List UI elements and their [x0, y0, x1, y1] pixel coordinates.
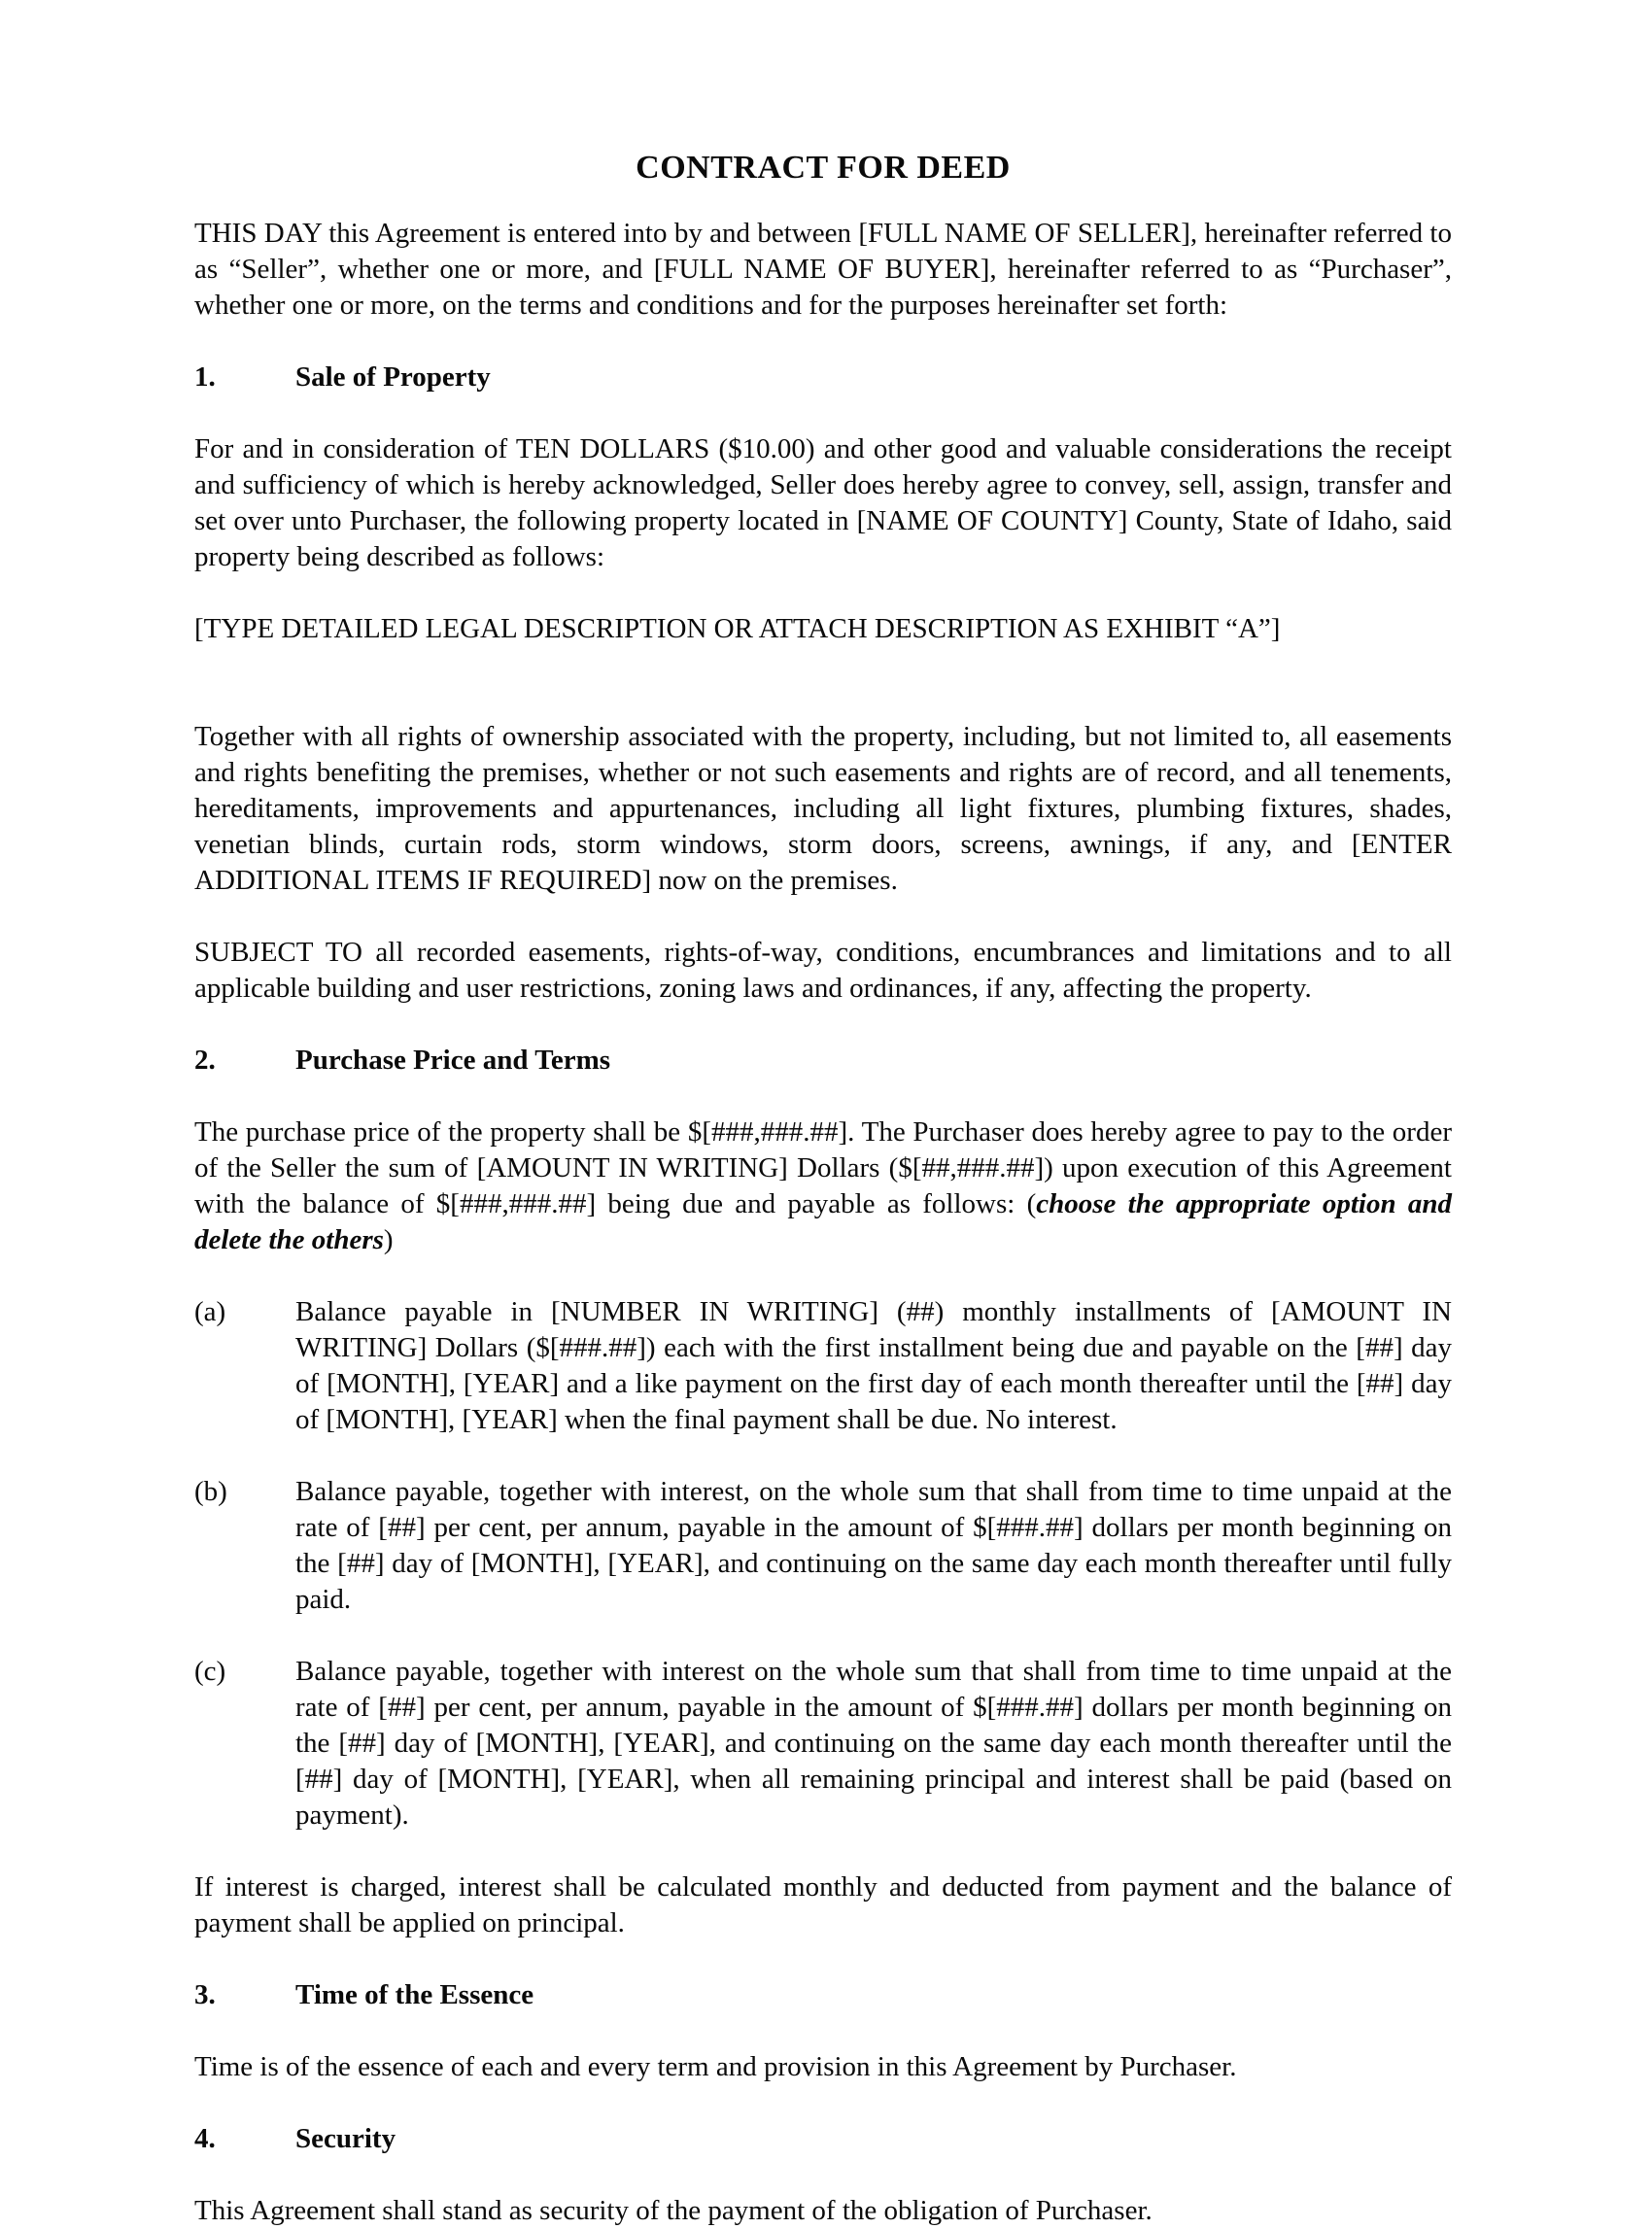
payment-option-c	[194, 1654, 1452, 1834]
purchase-price-text-end: )	[383, 1224, 394, 1255]
payment-option-b	[194, 1474, 1452, 1618]
section-4-number: 4.	[194, 2123, 216, 2154]
payment-option-b-label: (b)	[194, 1476, 227, 1507]
payment-option-c-text: Balance payable, together with interest on the whole sum that shall from time to time unpaid at the rate of [##] per cent, per annum, payable in the amount of $[###.##] dollars per month beginning on the [##] day of [MONTH], [YEAR], and continuing on the same day each month thereafter until the [##] day of [MONTH], [YEAR], when all remaining principal and interest shall be paid (based on payment).	[295, 1656, 1452, 1831]
payment-option-a-label: (a)	[194, 1296, 226, 1327]
legal-description-placeholder: [TYPE DETAILED LEGAL DESCRIPTION OR ATTACH DESCRIPTION AS EXHIBIT “A”]	[194, 613, 1281, 644]
section-4-title: Security	[295, 2123, 396, 2154]
section-1-number: 1.	[194, 361, 216, 393]
section-3-title: Time of the Essence	[295, 1979, 534, 2010]
section-1-consideration-paragraph: For and in consideration of TEN DOLLARS ($10.00) and other good and valuable considerations the receipt and sufficiency of which is hereby acknowledged, Seller does hereby agree to convey, sell, assign, transfer and set over unto Purchaser, the following property located in [NAME OF COUNTY] County, State of Idaho, said property being described as follows:	[194, 433, 1452, 572]
section-1-title: Sale of Property	[295, 361, 491, 393]
section-3-number: 3.	[194, 1979, 216, 2010]
payment-option-a-text: Balance payable in [NUMBER IN WRITING] (##) monthly installments of [AMOUNT IN WRITING] Dollars ($[###.##]) each with the first installment being due and payable on the [##] day of [MONTH], [YEAR] and a like payment on the first day of each month thereafter until the [##] day of [MONTH], [YEAR] when the final payment shall be due. No interest.	[295, 1296, 1452, 1435]
section-4-heading	[194, 2121, 1452, 2157]
payment-option-b-text: Balance payable, together with interest, on the whole sum that shall from time to time unpaid at the rate of [##] per cent, per annum, payable in the amount of $[###.##] dollars per month beginning on the [##] day of [MONTH], [YEAR], and continuing on the same day each month thereafter until fully paid.	[295, 1476, 1452, 1615]
purchase-price-text: The purchase price of the property shall be $[###,###.##]. The Purchaser does hereby agree to pay to the order of the Seller the sum of [AMOUNT IN WRITING] Dollars ($[##,###.##]) upon execution of this Agreement with the balance of $[###,###.##] being due and payable as follows: (	[194, 1116, 1452, 1219]
section-1-heading	[194, 360, 1452, 395]
time-of-essence-paragraph: Time is of the essence of each and every term and provision in this Agreement by Purchaser.	[194, 2051, 1237, 2082]
security-paragraph: This Agreement shall stand as security of the payment of the obligation of Purchaser.	[194, 2195, 1153, 2226]
purchase-price-paragraph	[194, 1114, 1452, 1258]
section-2-heading	[194, 1043, 1452, 1079]
section-3-heading	[194, 1977, 1452, 2013]
section-2-title: Purchase Price and Terms	[295, 1045, 611, 1076]
subject-to-paragraph: SUBJECT TO all recorded easements, rights-of-way, conditions, encumbrances and limitations and to all applicable building and user restrictions, zoning laws and ordinances, if any, affecting the property.	[194, 937, 1452, 1004]
payment-option-a	[194, 1294, 1452, 1438]
document-title: CONTRACT FOR DEED	[636, 150, 1011, 186]
section-2-number: 2.	[194, 1045, 216, 1076]
intro-paragraph: THIS DAY this Agreement is entered into by and between [FULL NAME OF SELLER], hereinafter referred to as “Seller”, whether one or more, and [FULL NAME OF BUYER], hereinafter referred to as “Purchaser”, whether one or more, on the terms and conditions and for the purposes hereinafter set forth:	[194, 218, 1452, 321]
payment-option-c-label: (c)	[194, 1656, 226, 1687]
choose-option-emphasis: choose the appropriate option and delete the others	[194, 1188, 1452, 1255]
interest-calculation-paragraph: If interest is charged, interest shall be calculated monthly and deducted from payment and the balance of payment shall be applied on principal.	[194, 1871, 1452, 1938]
ownership-rights-paragraph: Together with all rights of ownership associated with the property, including, but not limited to, all easements and rights benefiting the premises, whether or not such easements and rights are of record, and all tenements, hereditaments, improvements and appurtenances, including all light fixtures, plumbing fixtures, shades, venetian blinds, curtain rods, storm windows, storm doors, screens, awnings, if any, and [ENTER ADDITIONAL ITEMS IF REQUIRED] now on the premises.	[194, 721, 1452, 896]
